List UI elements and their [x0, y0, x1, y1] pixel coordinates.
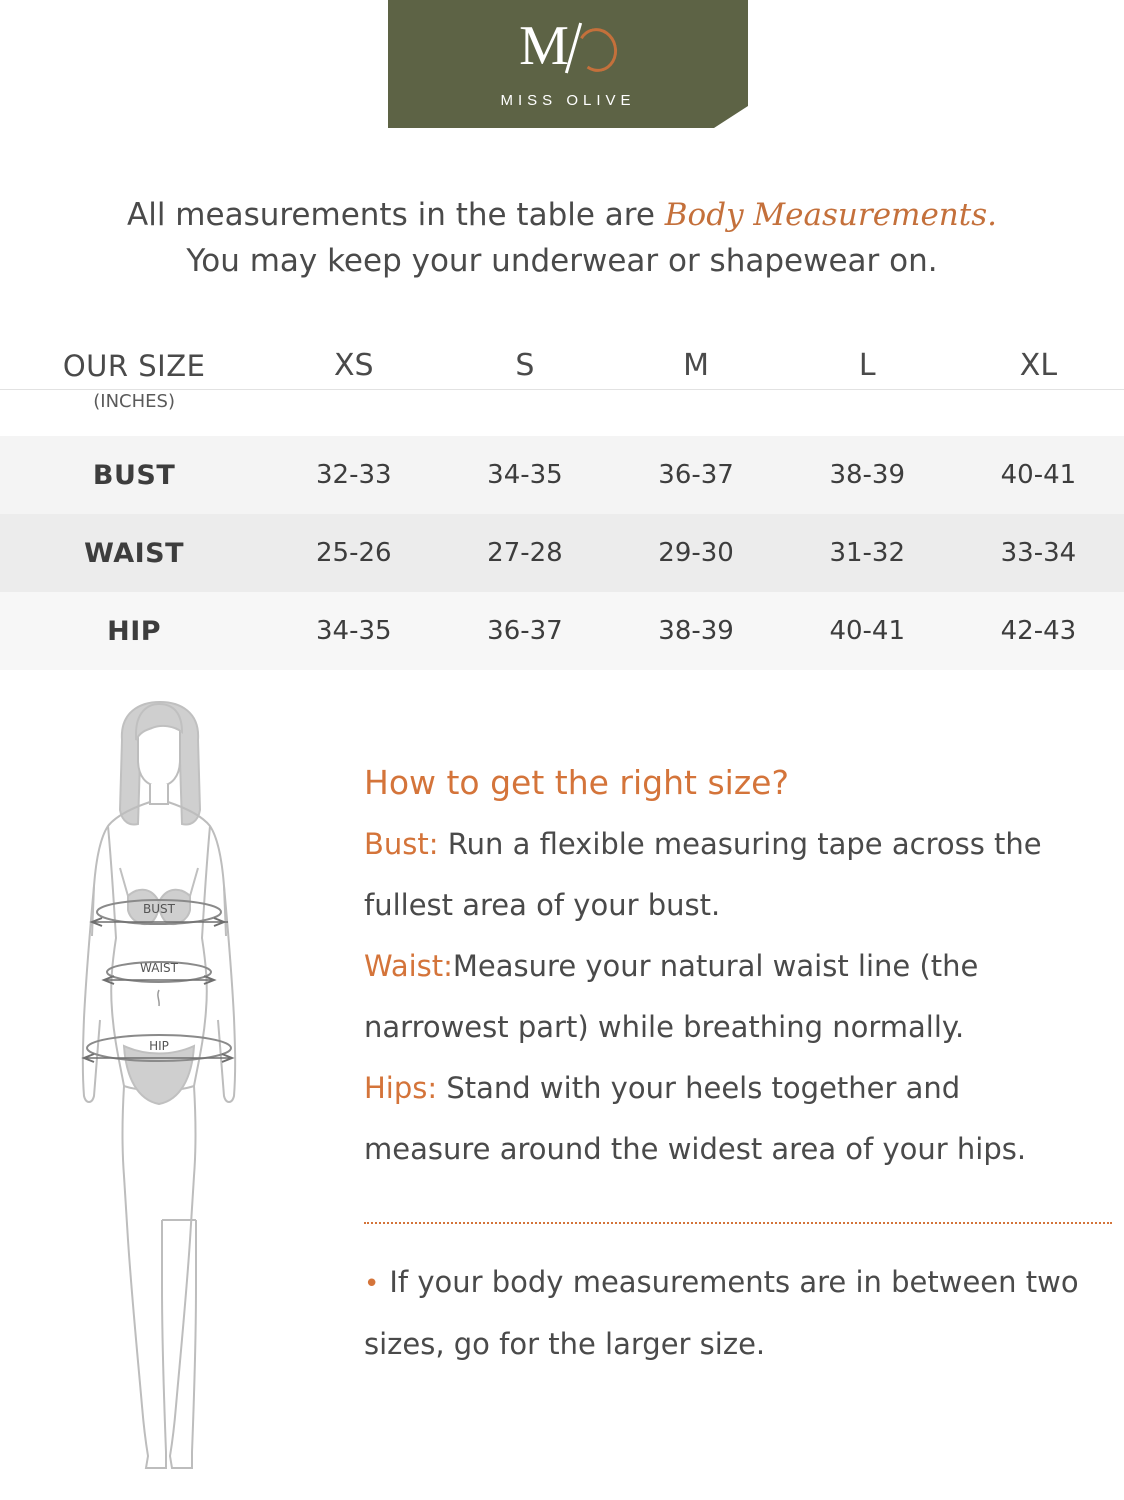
units-spacer-2: [439, 390, 610, 437]
cell-waist-m: 29-30: [611, 514, 782, 592]
bullet-icon: •: [364, 1269, 380, 1299]
cell-waist-l: 31-32: [782, 514, 953, 592]
howto-item-waist: [364, 936, 1084, 1058]
howto-label-hips: Hips:: [364, 1071, 438, 1105]
intro-line-1-emphasis: Body Measurements.: [664, 197, 997, 233]
cell-hip-s: 36-37: [439, 592, 610, 670]
table-units-label: (INCHES): [0, 390, 268, 437]
sizing-note: [364, 1252, 1094, 1374]
table-corner-label: OUR SIZE: [62, 349, 206, 383]
units-spacer-4: [782, 390, 953, 437]
cell-hip-xs: 34-35: [268, 592, 439, 670]
row-label-hip: HIP: [0, 592, 268, 670]
sizing-note-text: If your body measurements are in between two sizes, go for the larger size.: [364, 1265, 1079, 1361]
brand-banner: [388, 0, 748, 128]
cell-bust-xs: 32-33: [268, 436, 439, 514]
banner-fold-icon: [714, 106, 748, 128]
column-header-xs: XS: [334, 348, 374, 383]
monogram-letter-m: M: [519, 15, 570, 77]
column-header-xl: XL: [1019, 348, 1058, 383]
female-body-diagram-icon: [62, 700, 352, 1480]
measurement-figure: [62, 700, 352, 1480]
howto-text-hips: Stand with your heels together and measure around the widest area of your hips.: [364, 1071, 1027, 1166]
table-row: [0, 592, 1124, 670]
howto-text-bust: Run a flexible measuring tape across the fullest area of your bust.: [364, 827, 1042, 922]
howto-label-waist: Waist:: [364, 949, 453, 983]
cell-bust-l: 38-39: [782, 436, 953, 514]
howto-label-bust: Bust:: [364, 827, 439, 861]
units-spacer-1: [268, 390, 439, 437]
cell-waist-xl: 33-34: [953, 514, 1124, 592]
intro-line-1-prefix: All measurements in the table are: [127, 197, 665, 233]
howto-text-waist: Measure your natural waist line (the narrowest part) while breathing normally.: [364, 949, 979, 1044]
howto-section: [364, 760, 1084, 1180]
monogram-letter-o: [573, 24, 621, 75]
dotted-divider: [364, 1222, 1112, 1224]
column-header-m: M: [683, 348, 710, 383]
cell-bust-m: 36-37: [611, 436, 782, 514]
brand-name: MISS OLIVE: [500, 92, 636, 109]
intro-text: [0, 192, 1124, 284]
howto-item-bust: [364, 814, 1084, 936]
cell-hip-m: 38-39: [611, 592, 782, 670]
units-spacer-3: [611, 390, 782, 437]
figure-label-bust: BUST: [143, 902, 175, 916]
figure-label-hip: HIP: [149, 1039, 169, 1053]
cell-bust-xl: 40-41: [953, 436, 1124, 514]
howto-heading: How to get the right size?: [364, 763, 789, 802]
table-row: [0, 436, 1124, 514]
row-label-bust: BUST: [0, 436, 268, 514]
column-header-l: L: [858, 348, 876, 383]
cell-bust-s: 34-35: [439, 436, 610, 514]
units-spacer-5: [953, 390, 1124, 437]
cell-hip-l: 40-41: [782, 592, 953, 670]
brand-monogram: [388, 15, 748, 78]
howto-item-hips: [364, 1058, 1084, 1180]
table-header-row: [0, 348, 1124, 390]
cell-waist-s: 27-28: [439, 514, 610, 592]
row-label-waist: WAIST: [0, 514, 268, 592]
table-units-row: [0, 390, 1124, 437]
intro-line-2: You may keep your underwear or shapewear on.: [186, 243, 938, 279]
cell-hip-xl: 42-43: [953, 592, 1124, 670]
table-row: [0, 514, 1124, 592]
size-chart-table: [0, 348, 1124, 670]
column-header-s: S: [515, 348, 535, 383]
intro-line-1: [0, 192, 1124, 238]
figure-label-waist: WAIST: [140, 961, 178, 975]
cell-waist-xs: 25-26: [268, 514, 439, 592]
